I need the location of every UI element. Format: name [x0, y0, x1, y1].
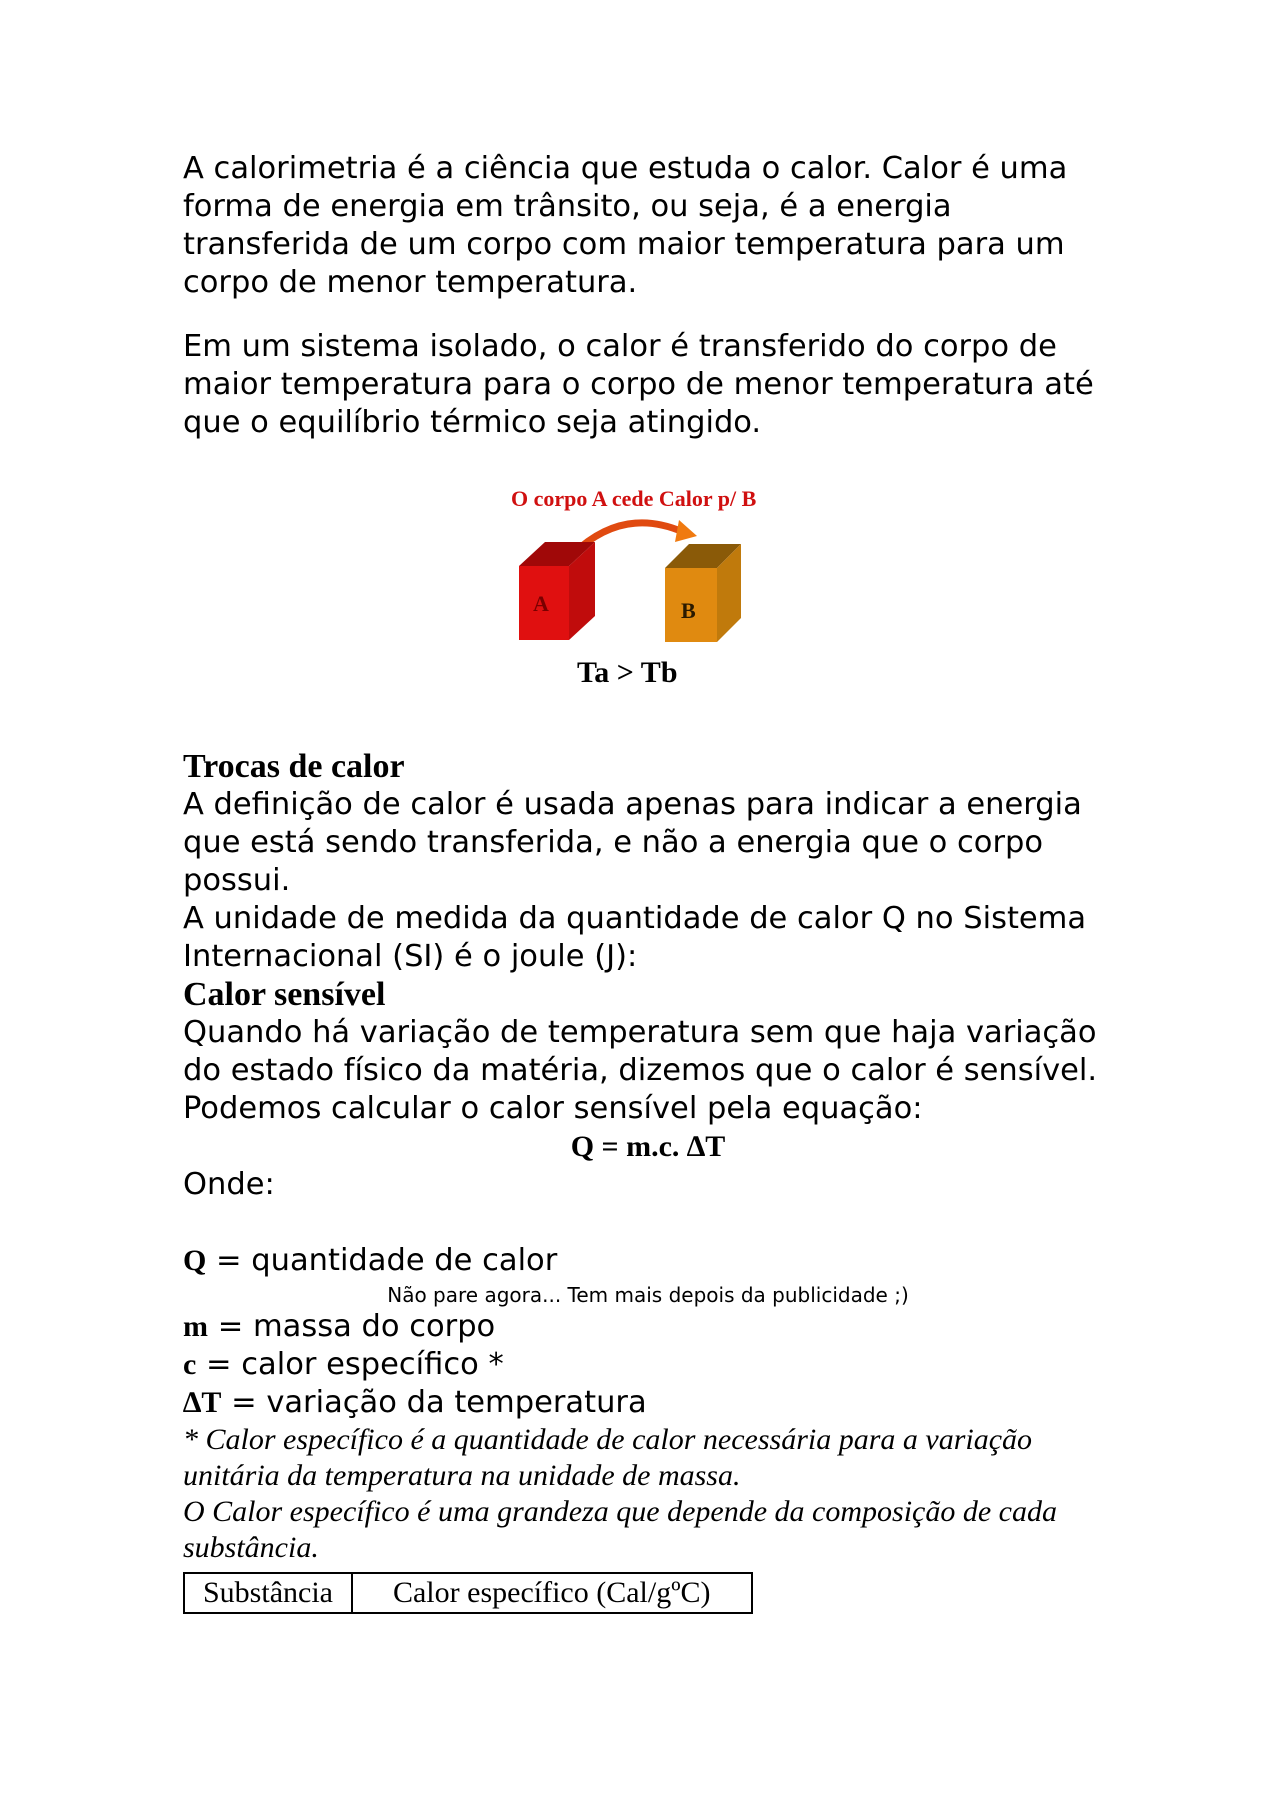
figure-caption: O corpo A cede Calor p/ B: [511, 486, 757, 511]
note-2: O Calor específico é uma grandeza que depende da composição de cada substância.: [183, 1495, 1057, 1564]
variable-c-symbol: c: [183, 1348, 197, 1381]
block-a: [519, 542, 595, 640]
heat-equation: Q = m.c. ∆T: [570, 1130, 726, 1163]
onde-label: Onde:: [183, 1167, 275, 1202]
heading-trocas-de-calor: Trocas de calor: [183, 748, 405, 785]
variable-m-symbol: m: [183, 1310, 208, 1343]
trocas-line-1: A definição de calor é usada apenas para indicar a energia que está sendo transferida, e não a energia que o corpo possui.: [183, 787, 1082, 898]
intro-paragraph-1: A calorimetria é a ciência que estuda o calor. Calor é uma forma de energia em trânsito, ou seja, é a energia transferida de um corpo com maior temperatura para um corpo de menor temperatura.: [183, 151, 1068, 300]
variable-q-text: = quantidade de calor: [206, 1243, 558, 1278]
spacer: [183, 1204, 1113, 1242]
trocas-line-2: A unidade de medida da quantidade de calor Q no Sistema Internacional (SI) é o joule (J):: [183, 901, 1087, 974]
variable-q: [183, 1242, 1113, 1280]
variable-c-text: = calor específico *: [196, 1347, 504, 1382]
intro-paragraph-2: Em um sistema isolado, o calor é transferido do corpo de maior temperatura para o corpo de menor temperatura até que o equilíbrio térmico seja atingido.: [183, 329, 1094, 440]
specific-heat-table: [183, 1572, 753, 1614]
table-header-specific-heat: Calor específico (Cal/gºC): [352, 1573, 752, 1613]
ad-notice: Não pare agora... Tem mais depois da publicidade ;): [387, 1283, 909, 1307]
temperature-relation: Ta > Tb: [577, 656, 678, 689]
heat-transfer-figure: [483, 476, 823, 696]
main-section: [183, 748, 1113, 1614]
variable-c: [183, 1346, 1113, 1384]
table-header-substance: Substância: [184, 1573, 352, 1613]
table-header-row: [184, 1573, 752, 1613]
variable-q-symbol: Q: [183, 1244, 207, 1277]
variable-m-text: = massa do corpo: [208, 1309, 496, 1344]
variable-dt: [183, 1384, 1113, 1422]
block-b: [665, 544, 741, 642]
arrow-head-icon: [675, 520, 697, 542]
sensivel-line-1: Quando há variação de temperatura sem que haja variação do estado físico da matéria, dizemos que o calor é sensível.: [183, 1015, 1098, 1088]
block-a-label: A: [533, 591, 549, 616]
block-b-label: B: [681, 598, 696, 623]
note-1: * Calor específico é a quantidade de calor necessária para a variação unitária da temperatura na unidade de massa.: [183, 1423, 1033, 1492]
variable-m: [183, 1308, 1113, 1346]
variable-dt-text: = variação da temperatura: [221, 1385, 647, 1420]
sensivel-line-2: Podemos calcular o calor sensível pela equação:: [183, 1091, 923, 1126]
variable-dt-symbol: ∆T: [183, 1386, 222, 1419]
heading-calor-sensivel: Calor sensível: [183, 976, 386, 1013]
